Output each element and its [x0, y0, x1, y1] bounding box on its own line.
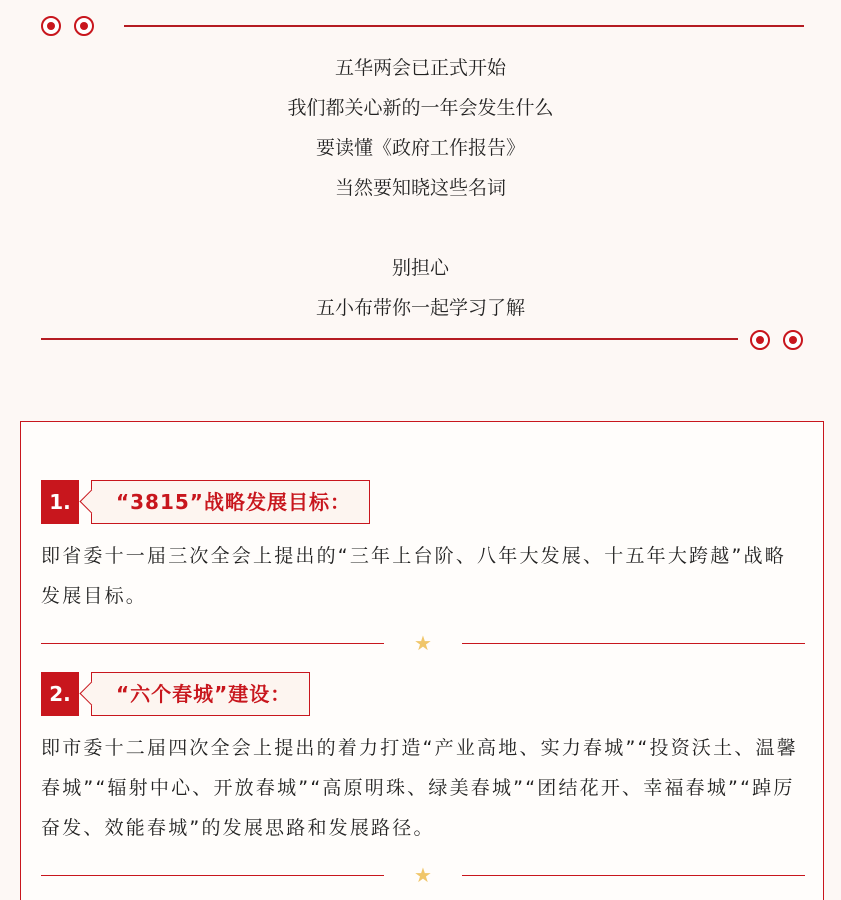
intro-line: 当然要知晓这些名词 [334, 177, 506, 199]
intro-line: 五华两会已正式开始 [334, 57, 506, 79]
intro-line: 我们都关心新的一年会发生什么 [287, 97, 554, 119]
section-title: “六个春城”建设： [91, 672, 310, 716]
divider-line [41, 643, 384, 644]
star-icon: ★ [414, 863, 432, 887]
intro-line: 别担心 [391, 257, 449, 279]
section-body: 即市委十二届四次全会上提出的着力打造“产业高地、实力春城”“投资沃土、温馨春城”“辐射中心、开放春城”“高原明珠、绿美春城”“团结花开、幸福春城”“踔厉奋发、效能春城”的发展思路和发展路径。 [41, 737, 798, 839]
intro-line: 要读懂《政府工作报告》 [315, 137, 525, 159]
glossary-card [20, 421, 824, 900]
divider-line [41, 875, 384, 876]
bottom-rule [41, 338, 738, 340]
top-rule [124, 25, 804, 27]
ornament-dot-icon [750, 330, 770, 350]
ornament-dot-icon [74, 16, 94, 36]
ornament-dot-icon [783, 330, 803, 350]
intro-text [0, 48, 841, 328]
intro-line: 五小布带你一起学习了解 [315, 297, 525, 319]
section-number: 1. [41, 480, 79, 524]
intro-gap [0, 208, 841, 248]
section-divider [41, 631, 805, 655]
section-title: “3815”战略发展目标： [91, 480, 370, 524]
divider-line [462, 875, 805, 876]
divider-line [462, 643, 805, 644]
ornament-dot-icon [41, 16, 61, 36]
star-icon: ★ [414, 631, 432, 655]
section-number: 2. [41, 672, 79, 716]
section-divider [41, 863, 805, 887]
section-body: 即省委十一届三次全会上提出的“三年上台阶、八年大发展、十五年大跨越”战略发展目标。 [41, 545, 786, 607]
